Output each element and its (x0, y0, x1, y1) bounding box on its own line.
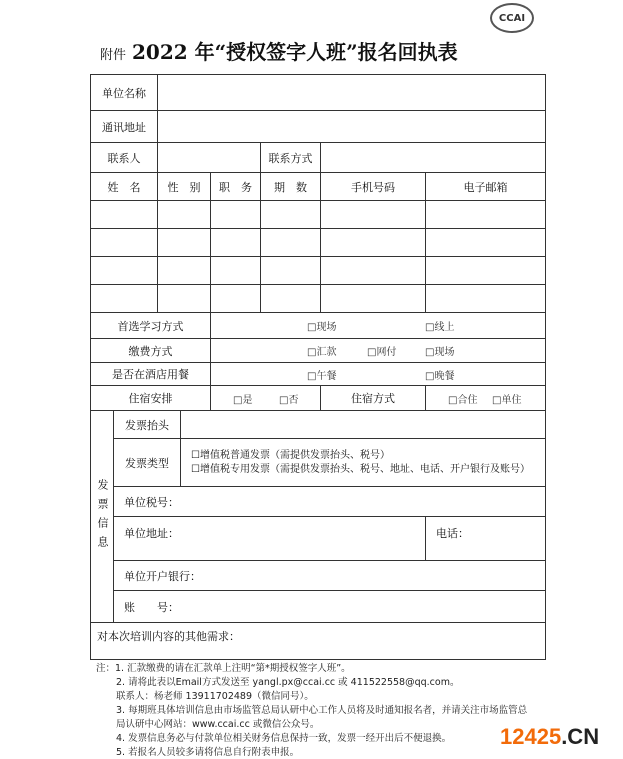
field-account[interactable]: 账 号： (113, 590, 546, 623)
field-contact[interactable] (157, 142, 261, 173)
cell[interactable] (320, 284, 426, 313)
watermark-num: 12425 (500, 724, 562, 749)
option-onsite-pay[interactable]: □现场 (425, 347, 455, 358)
option-online-pay[interactable]: □网付 (367, 347, 397, 358)
field-study (210, 312, 546, 339)
cell[interactable] (320, 200, 426, 229)
field-invoice-type (180, 438, 546, 487)
header-gender: 性 别 (157, 172, 211, 201)
header-email: 电子邮箱 (425, 172, 546, 201)
cell[interactable] (210, 200, 261, 229)
cell[interactable] (425, 284, 546, 313)
label-payment: 缴费方式 (90, 338, 211, 363)
field-payment (210, 338, 546, 363)
label-stay: 住宿安排 (90, 385, 211, 411)
option-no[interactable]: □否 (279, 394, 299, 406)
label-address: 通讯地址 (90, 110, 158, 143)
cell[interactable] (90, 256, 158, 285)
field-stay-type (425, 385, 546, 411)
cell[interactable] (260, 200, 321, 229)
cell[interactable] (260, 284, 321, 313)
field-unit-name[interactable] (157, 74, 546, 111)
header-position: 职 务 (210, 172, 261, 201)
option-dinner[interactable]: □晚餐 (425, 370, 455, 382)
option-shared[interactable]: □合住 (448, 394, 478, 406)
option-general-invoice[interactable]: ☐增值税普通发票（需提供发票抬头、税号） (191, 449, 390, 461)
note: 注：1. 汇款缴费的请在汇款单上注明“第*期授权签字人班”。 (96, 663, 351, 674)
option-lunch[interactable]: □午餐 (307, 370, 337, 382)
note: 联系人：杨老师 13911702489（微信同号）。 (116, 691, 314, 702)
notes (96, 662, 536, 759)
cell[interactable] (157, 256, 211, 285)
cell[interactable] (425, 200, 546, 229)
field-invoice-title[interactable] (180, 410, 546, 439)
cell[interactable] (425, 256, 546, 285)
option-online[interactable]: □线上 (425, 322, 455, 333)
field-address[interactable] (157, 110, 546, 143)
cell[interactable] (210, 284, 261, 313)
note: 3. 每期班具体培训信息由市场监管总局认研中心工作人员将及时通知报名者，并请关注市场监管总局认研中心网站：www.ccai.cc 或微信公众号。 (116, 705, 528, 730)
label-contact-method: 联系方式 (260, 142, 321, 173)
watermark-suffix: .CN (561, 724, 600, 749)
cell[interactable] (260, 256, 321, 285)
option-remit[interactable]: □汇款 (307, 347, 337, 358)
label-study: 首选学习方式 (90, 312, 211, 339)
cell[interactable] (157, 200, 211, 229)
field-phone[interactable]: 电话： (425, 516, 546, 561)
ccai-logo: CCAI (490, 3, 534, 33)
note: 2. 请将此表以Email方式发送至 yangl.px@ccai.cc 或 411522558@qq.com。 (116, 677, 460, 688)
label-invoice-type: 发票类型 (113, 438, 181, 487)
field-tax-no[interactable]: 单位税号： (113, 486, 546, 517)
label-meal: 是否在酒店用餐 (90, 362, 211, 386)
field-bank[interactable]: 单位开户银行： (113, 560, 546, 591)
note: 4. 发票信息务必与付款单位相关财务信息保持一致，发票一经开出后不便退换。 (116, 733, 452, 744)
field-contact-method[interactable] (320, 142, 546, 173)
invoice-section-label (90, 410, 114, 623)
cell[interactable] (90, 228, 158, 257)
label-stay-type: 住宿方式 (320, 385, 426, 411)
title-prefix: 附件 (100, 48, 127, 63)
cell[interactable] (260, 228, 321, 257)
title-main: 2022 年“授权签字人班”报名回执表 (132, 40, 458, 64)
option-special-invoice[interactable]: ☐增值税专用发票（需提供发票抬头、税号、地址、电话、开户银行及账号） (191, 463, 530, 475)
label-unit-name: 单位名称 (90, 74, 158, 111)
field-stay (210, 385, 321, 411)
cell[interactable] (320, 228, 426, 257)
cell[interactable] (210, 228, 261, 257)
page-title (100, 36, 458, 65)
cell[interactable] (425, 228, 546, 257)
invoice-section-text: 发票信息 (96, 478, 109, 555)
field-meal (210, 362, 546, 386)
option-single[interactable]: □单住 (492, 394, 522, 406)
cell[interactable] (90, 200, 158, 229)
cell[interactable] (157, 228, 211, 257)
cell[interactable] (320, 256, 426, 285)
field-unit-address[interactable]: 单位地址： (113, 516, 426, 561)
cell[interactable] (210, 256, 261, 285)
option-yes[interactable]: □是 (233, 394, 253, 406)
note: 5. 若报名人员较多请将信息自行附表申报。 (116, 747, 300, 758)
field-other-needs[interactable]: 对本次培训内容的其他需求： (90, 622, 546, 660)
header-name: 姓 名 (90, 172, 158, 201)
header-phone: 手机号码 (320, 172, 426, 201)
cell[interactable] (90, 284, 158, 313)
cell[interactable] (157, 284, 211, 313)
option-onsite[interactable]: □现场 (307, 322, 337, 333)
header-session: 期 数 (260, 172, 321, 201)
watermark (500, 724, 599, 750)
label-contact: 联系人 (90, 142, 158, 173)
label-invoice-title: 发票抬头 (113, 410, 181, 439)
